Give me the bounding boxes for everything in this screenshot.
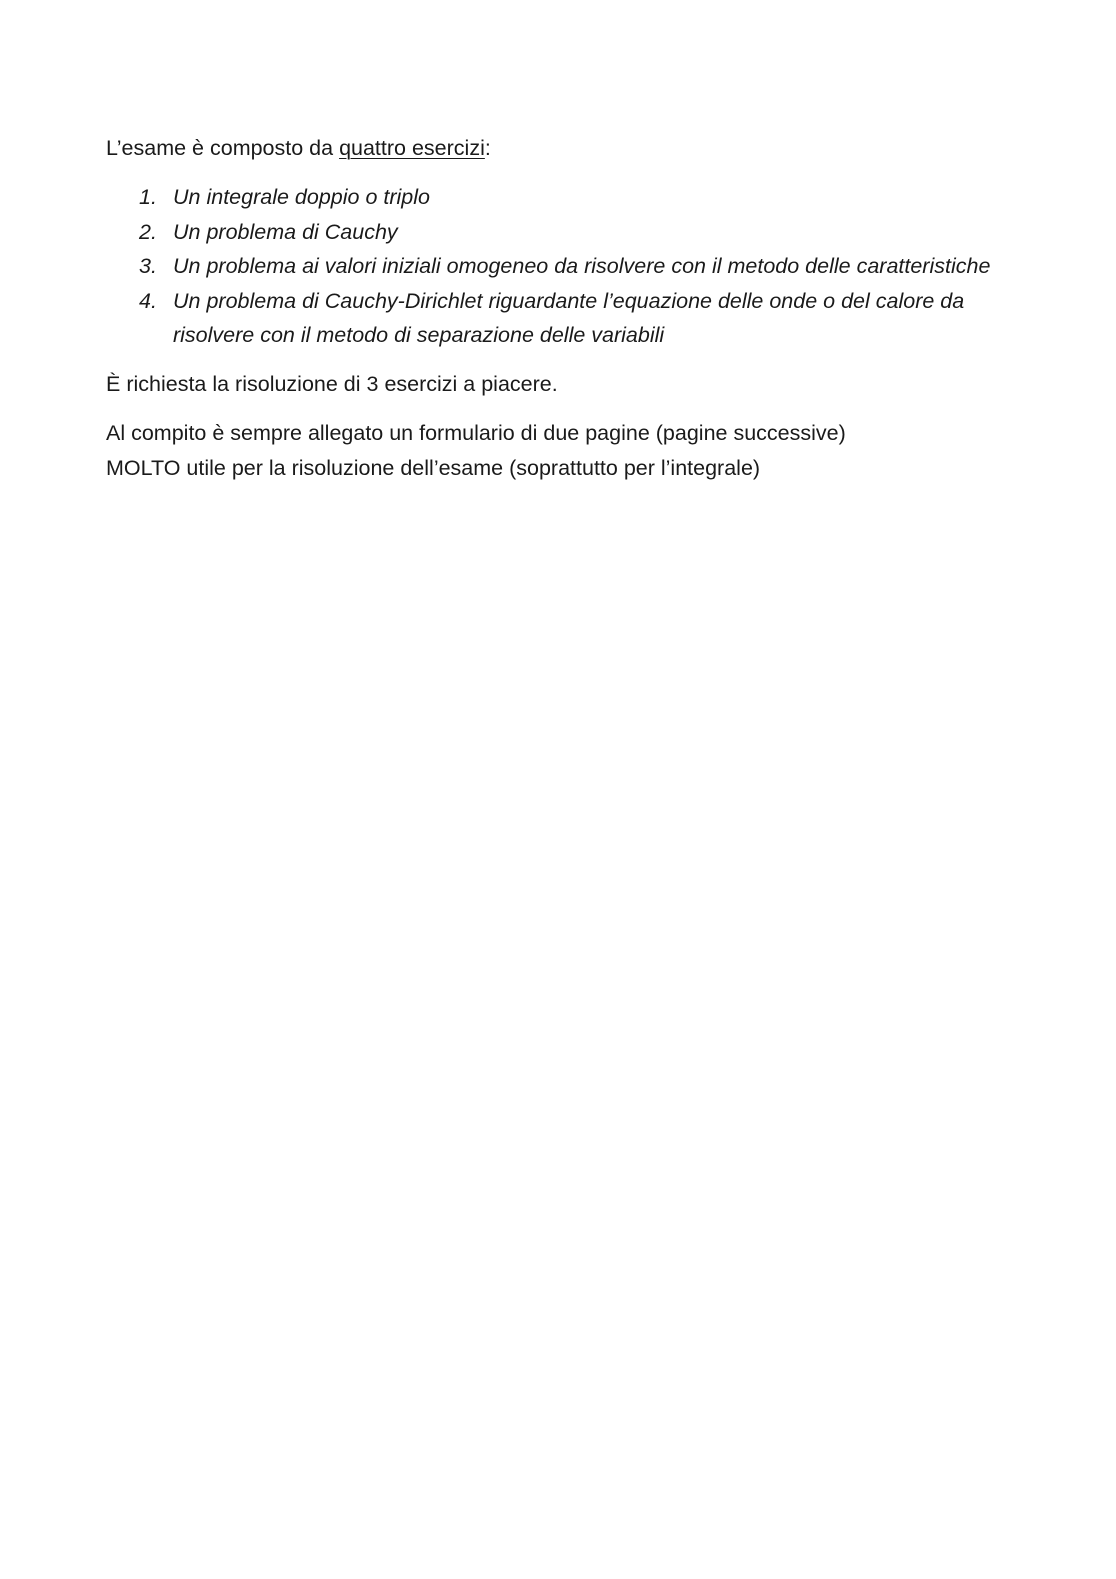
intro-text: L’esame è composto da [106, 136, 340, 160]
exercise-number: 3. [139, 254, 157, 278]
intro-colon: : [484, 136, 491, 160]
exercise-list [106, 180, 1006, 353]
exercise-number: 1. [139, 185, 157, 209]
exercise-text: Un problema di Cauchy-Dirichlet riguardante l’equazione delle onde o del calore da risolvere con il metodo di separazione delle variabili [173, 288, 965, 347]
exercise-item-1 [106, 180, 1006, 215]
intro-underlined-text: quattro esercizi [339, 136, 485, 160]
exercise-item-3 [106, 249, 1006, 284]
exercise-item-2 [106, 215, 1006, 250]
page-content [106, 131, 1006, 486]
intro-paragraph [106, 131, 1006, 166]
exercise-item-4 [106, 284, 1006, 353]
exercise-text: Un integrale doppio o triplo [173, 185, 430, 209]
exercise-text: Un problema di Cauchy [173, 219, 398, 244]
exercise-text: Un problema ai valori iniziali omogeneo da risolvere con il metodo delle caratteristiche [173, 254, 991, 278]
requirement-paragraph: È richiesta la risoluzione di 3 esercizi a piacere. [106, 371, 558, 396]
note-line-1: Al compito è sempre allegato un formulario di due pagine (pagine successive) [106, 420, 846, 445]
exercise-number: 2. [139, 219, 157, 244]
note-line-2: MOLTO utile per la risoluzione dell’esame (soprattutto per l’integrale) [106, 455, 761, 480]
exercise-number: 4. [139, 288, 157, 313]
note-paragraph [106, 416, 966, 486]
